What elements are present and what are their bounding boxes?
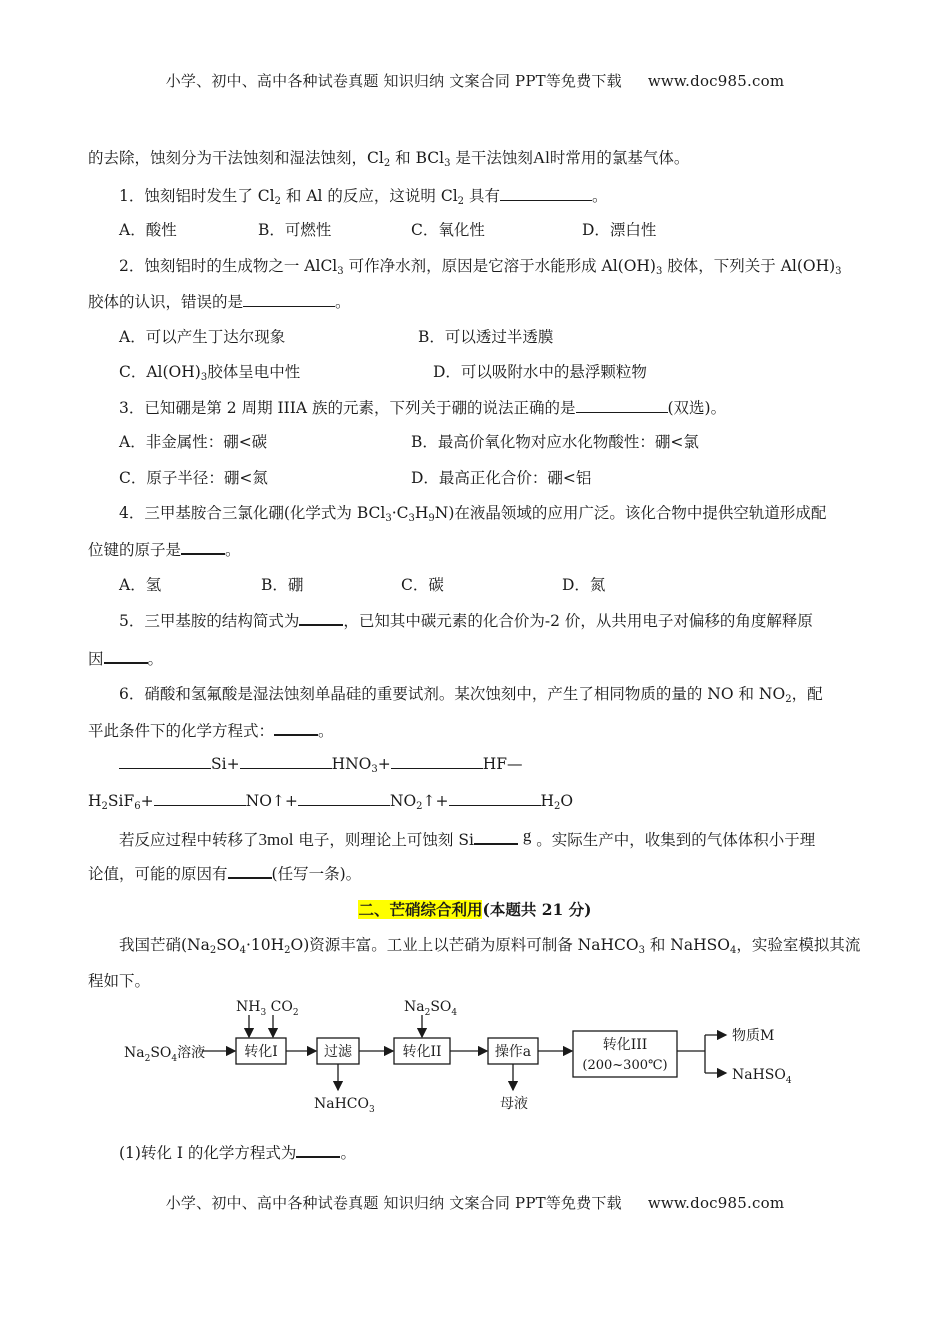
answer-blank[interactable]	[576, 398, 668, 413]
answer-blank[interactable]	[299, 610, 343, 626]
header-text: 小学、初中、高中各种试卷真题 知识归纳 文案合同 PPT等免费下载	[165, 72, 622, 90]
equation-line-2: $H_2SiF_6+$ NO↑+ $NO_2↑+ H_2O$	[88, 792, 574, 812]
process-flow-diagram	[118, 995, 808, 1120]
question-4: 4．三甲基胺合三氯化硼(化学式为 $BCl_3\cdot C_3H_9N$)在液晶领域的应用广泛。该化合物中提供空轨道形成配	[119, 504, 827, 524]
q3-option-a: A．非金属性：硼<碳	[119, 433, 268, 451]
coefficient-blank[interactable]	[154, 791, 246, 806]
q1-option-a: A．酸性	[119, 221, 177, 239]
header-url[interactable]: www.doc985.com	[647, 72, 785, 90]
label-substance-m: 物质M	[732, 1028, 775, 1044]
footer-text: 小学、初中、高中各种试卷真题 知识归纳 文案合同 PPT等免费下载	[165, 1194, 622, 1212]
answer-blank[interactable]	[474, 829, 518, 845]
answer-blank[interactable]	[500, 186, 592, 201]
question-1: 1．蚀刻铝时发生了 $Cl_2$ 和 Al 的反应，这说明 $Cl_2$ 具有 。	[119, 187, 608, 207]
question-2-cont: 胶体的认识，错误的是 。	[88, 293, 351, 311]
answer-blank[interactable]	[104, 648, 148, 664]
coefficient-blank[interactable]	[298, 791, 390, 806]
node-label-5-temp: (200~300℃)	[582, 1058, 668, 1073]
q4-option-d: D．氮	[562, 576, 606, 594]
question-6-part-2: 若反应过程中转移了3mol 电子，则理论上可蚀刻 Si g 。实际生产中，收集到的气体体积小于理	[119, 826, 816, 849]
question-5: 5．三甲基胺的结构简式为 ，已知其中碳元素的化合价为-2 价，从共用电子对偏移的角度解释原	[119, 612, 813, 630]
answer-blank[interactable]	[181, 539, 225, 555]
section-2-intro-cont: 程如下。	[88, 972, 151, 990]
node-label-1: 转化I	[244, 1044, 278, 1060]
node-label-5: 转化III	[602, 1037, 648, 1053]
node-label-4: 操作a	[494, 1044, 532, 1060]
label-start: $Na_2SO_4$溶液	[124, 1045, 206, 1064]
answer-blank[interactable]	[228, 863, 272, 879]
label-nahso4: NaHSO$_4$	[732, 1067, 792, 1086]
question-6: 6．硝酸和氢氟酸是湿法蚀刻单晶硅的重要试剂。某次蚀刻中，产生了相同物质的量的 NO 和 $NO_2$，配	[119, 685, 823, 705]
q4-option-c: C．碳	[401, 576, 444, 594]
q2-option-d: D．可以吸附水中的悬浮颗粒物	[433, 363, 647, 381]
question-6-cont: 平此条件下的化学方程式： 。	[88, 722, 334, 740]
question-s2-1: (1)转化 I 的化学方程式为 。	[119, 1144, 356, 1162]
label-nh3-co2: $NH_3$ $CO_2$	[236, 999, 299, 1018]
page-footer	[0, 1192, 950, 1213]
label-nahco3: NaHCO$_3$	[314, 1096, 375, 1115]
section-2-title: 二、芒硝综合利用(本题共 21 分)	[358, 900, 592, 919]
answer-blank[interactable]	[274, 720, 318, 736]
label-mother-liquor: 母液	[500, 1096, 528, 1112]
question-6-part-2-cont: 论值，可能的原因有 (任写一条)。	[88, 865, 362, 883]
q3-option-b: B．最高价氧化物对应水化物酸性：硼<氯	[411, 433, 699, 451]
question-3: 3．已知硼是第 2 周期 IIIA 族的元素，下列关于硼的说法正确的是 (双选)。	[119, 399, 727, 417]
footer-url[interactable]: www.doc985.com	[647, 1194, 785, 1212]
coefficient-blank[interactable]	[449, 791, 541, 806]
node-label-2: 过滤	[324, 1044, 352, 1060]
page-header	[0, 70, 950, 91]
coefficient-blank[interactable]	[391, 754, 483, 769]
q4-option-b: B．硼	[261, 576, 304, 594]
answer-blank[interactable]	[243, 292, 335, 307]
q3-option-d: D．最高正化合价：硼<铝	[411, 469, 592, 487]
q2-option-c: C．$Al(OH)_3$胶体呈电中性	[119, 363, 301, 383]
question-5-cont: 因 。	[88, 650, 164, 668]
q1-option-d: D．漂白性	[582, 221, 657, 239]
question-4-cont: 位键的原子是 。	[88, 541, 241, 559]
q1-option-c: C．氧化性	[411, 221, 485, 239]
node-label-3: 转化II	[402, 1044, 442, 1060]
coefficient-blank[interactable]	[119, 754, 211, 769]
question-2: 2．蚀刻铝时的生成物之一 AlCl$_3$ 可作净水剂，原因是它溶于水能形成 $Al(OH)_3$ 胶体，下列关于 $Al(OH)_3$	[119, 257, 842, 277]
equation-line-1: $Si+ HNO_3+$ HF—	[119, 754, 523, 773]
q4-option-a: A．氢	[119, 576, 162, 594]
q2-option-a: A．可以产生丁达尔现象	[119, 328, 286, 346]
q1-option-b: B．可燃性	[258, 221, 332, 239]
q2-option-b: B．可以透过半透膜	[418, 328, 554, 346]
intro-paragraph: 的去除，蚀刻分为干法蚀刻和湿法蚀刻，$Cl_2$ 和 BCl$_3$ 是干法蚀刻Al时常用的氯基气体。	[88, 148, 690, 169]
q3-option-c: C．原子半径：硼<氮	[119, 469, 268, 487]
section-2-intro: 我国芒硝$(Na_2SO_4\cdot 10H_2O)$资源丰富。工业上以芒硝为原料可制备 NaHCO$_3$ 和 NaHSO$_4$，实验室模拟其流	[119, 936, 861, 956]
label-na2so4: $Na_2SO_4$	[404, 999, 458, 1018]
answer-blank[interactable]	[296, 1142, 340, 1158]
coefficient-blank[interactable]	[240, 754, 332, 769]
